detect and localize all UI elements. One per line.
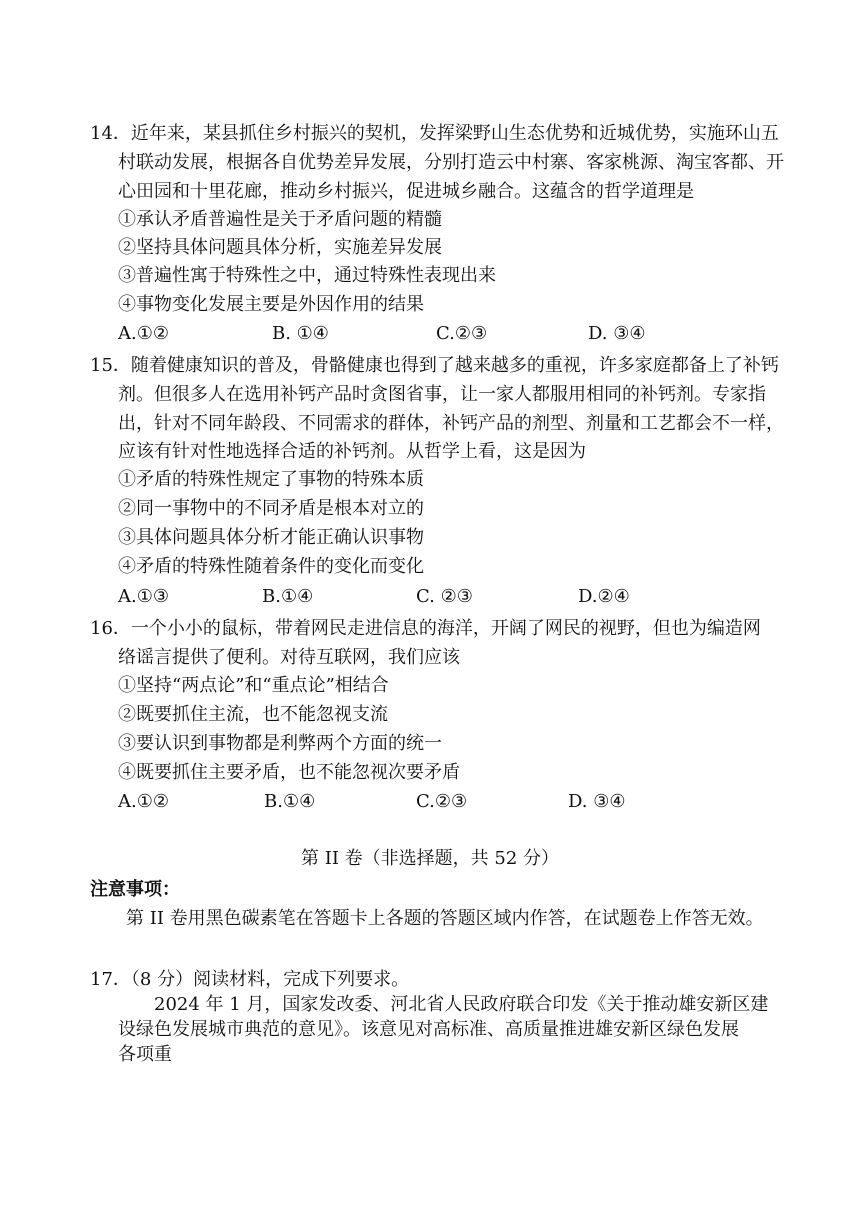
- q15-option-b[interactable]: B.①④: [262, 586, 314, 607]
- q14-statement-1: ①承认矛盾普遍性是关于矛盾问题的精髓: [118, 209, 442, 230]
- q16-statement-4: ④既要抓住主要矛盾，也不能忽视次要矛盾: [118, 762, 460, 783]
- q14-option-a[interactable]: A.①②: [118, 323, 169, 344]
- q15-stem-line-1: 15．随着健康知识的普及，骨骼健康也得到了越来越多的重视，许多家庭都备上了补钙: [90, 355, 779, 376]
- q16-option-a[interactable]: A.①②: [118, 791, 169, 812]
- q15-statement-3: ③具体问题具体分析才能正确认识事物: [118, 527, 424, 548]
- q17-heading: 17．（8 分）阅读材料，完成下列要求。: [90, 969, 410, 990]
- q16-option-c[interactable]: C.②③: [416, 791, 468, 812]
- q16-option-d[interactable]: D. ③④: [568, 791, 626, 812]
- q14-stem-line-2: 村联动发展，根据各自优势差异发展，分别打造云中村寨、客家桃源、淘宝客都、开: [118, 152, 784, 173]
- q14-stem-line-3: 心田园和十里花廊，推动乡村振兴，促进城乡融合。这蕴含的哲学道理是: [118, 181, 694, 202]
- q17-material-line-1: 2024 年 1 月，国家发改委、河北省人民政府联合印发《关于推动雄安新区建: [154, 994, 769, 1015]
- q14-statement-4: ④事物变化发展主要是外因作用的结果: [118, 294, 424, 315]
- q15-stem-line-4: 应该有针对性地选择合适的补钙剂。从哲学上看，这是因为: [118, 441, 586, 462]
- q15-statement-4: ④矛盾的特殊性随着条件的变化而变化: [118, 556, 424, 577]
- q17-material-line-3: 各项重: [118, 1044, 172, 1065]
- q16-statement-1: ①坚持“两点论”和“重点论”相结合: [118, 675, 389, 696]
- q14-statement-3: ③普遍性寓于特殊性之中，通过特殊性表现出来: [118, 265, 496, 286]
- q15-option-a[interactable]: A.①③: [118, 586, 169, 607]
- q15-stem-line-2: 剂。但很多人在选用补钙产品时贪图省事，让一家人都服用相同的补钙剂。专家指: [118, 384, 766, 405]
- q16-statement-2: ②既要抓住主流，也不能忽视支流: [118, 704, 388, 725]
- q14-option-c[interactable]: C.②③: [436, 323, 488, 344]
- q15-statement-2: ②同一事物中的不同矛盾是根本对立的: [118, 498, 424, 519]
- q17-material-line-2: 设绿色发展城市典范的意见》。该意见对高标准、高质量推进雄安新区绿色发展: [118, 1019, 739, 1040]
- q15-option-c[interactable]: C. ②③: [416, 586, 473, 607]
- q14-statement-2: ②坚持具体问题具体分析，实施差异发展: [118, 237, 442, 258]
- q14-option-d[interactable]: D. ③④: [588, 323, 646, 344]
- q15-stem-line-3: 出，针对不同年龄段、不同需求的群体，补钙产品的剂型、剂量和工艺都会不一样，: [118, 413, 784, 434]
- notice-text: 第 II 卷用黑色碳素笔在答题卡上各题的答题区域内作答，在试题卷上作答无效。: [126, 908, 764, 929]
- q16-stem-line-1: 16．一个小小的鼠标，带着网民走进信息的海洋，开阔了网民的视野，但也为编造网: [90, 618, 761, 639]
- notice-heading: 注意事项：: [90, 879, 180, 900]
- q14-stem-line-1: 14．近年来，某县抓住乡村振兴的契机，发挥梁野山生态优势和近城优势，实施环山五: [90, 123, 779, 144]
- section-2-title: 第 II 卷（非选择题，共 52 分）: [300, 848, 559, 869]
- q14-option-b[interactable]: B. ①④: [272, 323, 329, 344]
- q15-option-d[interactable]: D.②④: [578, 586, 630, 607]
- q15-statement-1: ①矛盾的特殊性规定了事物的特殊本质: [118, 469, 424, 490]
- q16-option-b[interactable]: B.①④: [264, 791, 316, 812]
- q16-statement-3: ③要认识到事物都是利弊两个方面的统一: [118, 733, 442, 754]
- q16-stem-line-2: 络谣言提供了便利。对待互联网，我们应该: [118, 647, 460, 668]
